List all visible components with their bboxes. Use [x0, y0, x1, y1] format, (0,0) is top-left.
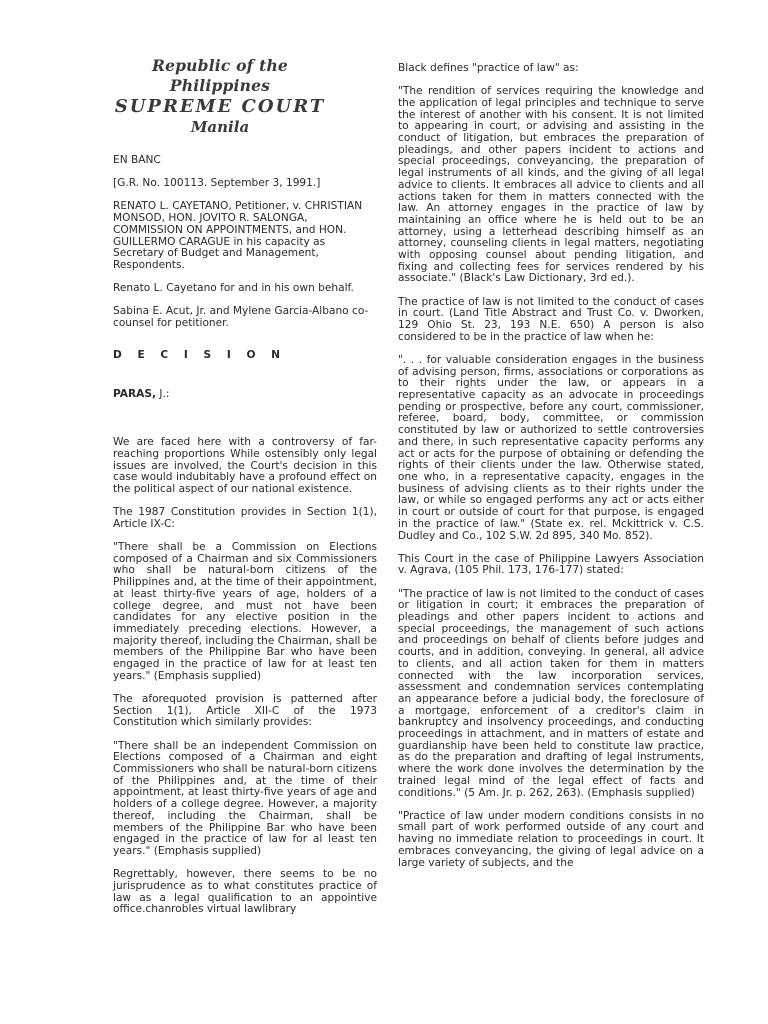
ponente-name: PARAS, — [113, 388, 157, 401]
header-supreme-court: SUPREME COURT — [114, 96, 326, 117]
case-number: [G.R. No. 100113. September 3, 1991.] — [113, 177, 321, 190]
paragraph: This Court in the case of Philippine Lawyers Association v. Agrava, (105 Phil. 173, 176-177) stated: — [398, 552, 704, 577]
paragraph: Black defines "practice of law" as: — [398, 62, 579, 74]
quote-paragraph: "There shall be an independent Commission on Elections composed of a Chairman and eight Commissioners who shall be natural-born citizens of the Philippines and, at the time of their appointment, at least thirty-five years of age and holders of a college degree. However, a majority thereof, including the Chairman, shall be members of the Philippine Bar who have been engaged in the practice of law for al least ten years." (Emphasis supplied) — [113, 739, 377, 857]
en-banc: EN BANC — [113, 154, 161, 166]
ponente — [113, 389, 377, 401]
counsel-petitioner: Renato L. Cayetano for and in his own behalf. — [113, 282, 354, 295]
decision-title: D E C I S I O N — [113, 348, 287, 361]
paragraph: The practice of law is not limited to the conduct of cases in court. (Land Title Abstract and Trust Co. v. Dworken, 129 Ohio St. 23, 193 N.E. 650) A person is also considered to be in the practice of law when he: — [398, 295, 704, 343]
quote-paragraph: "The practice of law is not limited to the conduct of cases or litigation in court; it embraces the preparation of pleadings and other papers incident to actions and special proceedings, the management of such actions and proceedings on behalf of clients before judges and courts, and in addition, conveying. In general, all advice to clients, and all action taken for them in matters connected with the law incorporation services, assessment and condemnation services contemplating an appearance before a judicial body, the foreclosure of a mortgage, enforcement of a creditor's claim in bankruptcy and insolvency proceedings, and conducting proceedings in attachment, and in matters of estate and guardianship have been held to constitute law practice, as do the preparation and drafting of legal instruments, where the work done involves the determination by the trained legal mind of the legal effect of facts and conditions." (5 Am. Jr. p. 262, 263). (Emphasis supplied) — [398, 587, 704, 799]
paragraph: The aforequoted provision is patterned after Section 1(1), Article XII-C of the 1973 Constitution which similarly provides: — [113, 693, 377, 729]
quote-paragraph: "The rendition of services requiring the knowledge and the application of legal principles and technique to serve the interest of another with his consent. It is not limited to appearing in court, or advising and assisting in the conduct of litigation, but embraces the preparation of pleadings, and other papers incident to actions and special proceedings, conveyancing, the preparation of legal instruments of all kinds, and the giving of all legal advice to clients. It embraces all advice to clients and all actions taken for them in matters connected with the law. An attorney engages in the practice of law by maintaining an office where he is held out to be an attorney, using a letterhead describing himself as an attorney, counseling clients in legal matters, negotiating with opposing counsel about pending litigation, and fixing and collecting fees for services rendered by his associate." (Black's Law Dictionary, 3rd ed.). — [398, 85, 704, 285]
paragraph: The 1987 Constitution provides in Section 1(1), Article IX-C: — [113, 506, 377, 530]
quote-paragraph: "Practice of law under modern conditions consists in no small part of work performed outside of any court and having no immediate relation to proceedings in court. It embraces conveyancing, the giving of legal advice on a large variety of subjects, and the — [398, 809, 704, 869]
parties: RENATO L. CAYETANO, Petitioner, v. CHRISTIAN MONSOD, HON. JOVITO R. SALONGA, COMMISSION ON APPOINTMENTS, and HON. GUILLERMO CARAGUE in his capacity as Secretary of Budget and Management, Respondents. — [113, 200, 363, 271]
right-column — [398, 63, 704, 881]
header-republic: Republic of the Philippines — [152, 56, 288, 95]
left-column — [113, 56, 377, 927]
court-header — [113, 56, 377, 137]
co-counsel: Sabina E. Acut, Jr. and Mylene Garcia-Albano co-counsel for petitioner. — [113, 305, 369, 330]
ponente-suffix: J.: — [156, 388, 170, 401]
quote-paragraph: "There shall be a Commission on Elections composed of a Chairman and six Commissioners who shall be natural-born citizens of the Philippines and, at the time of their appointment, at least thirty-five years of age, holders of a college degree, and must not have been candidates for any elective position in the immediately preceding elections. However, a majority thereof, including the Chairman, shall be members of the Philippine Bar who have been engaged in the practice of law for at least ten years." (Emphasis supplied) — [113, 541, 377, 682]
header-manila: Manila — [190, 118, 250, 136]
paragraph: We are faced here with a controversy of far-reaching proportions While ostensibly only legal issues are involved, the Court's decision in this case would indubitably have a profound effect on the political aspect of our national existence. — [113, 436, 377, 495]
paragraph: Regrettably, however, there seems to be no jurisprudence as to what constitutes practice of law as a legal qualification to an appointive office.chanrobles virtual lawlibrary — [113, 868, 377, 916]
quote-paragraph: ". . . for valuable consideration engages in the business of advising person, firms, associations or corporations as to their rights under the law, or appears in a representative capacity as an advocate in proceedings pending or prospective, before any court, commissioner, referee, board, body, committee, or commission constituted by law or authorized to settle controversies and there, in such representative capacity performs any act or acts for the purpose of obtaining or defending the rights of their clients under the law. Otherwise stated, one who, in a representative capacity, engages in the business of advising clients as to their rights under the law, or while so engaged performs any act or acts either in court or outside of court for that purpose, is engaged in the practice of law." (State ex. rel. Mckittrick v. C.S. Dudley and Co., 102 S.W. 2d 895, 340 Mo. 852). — [398, 353, 704, 542]
